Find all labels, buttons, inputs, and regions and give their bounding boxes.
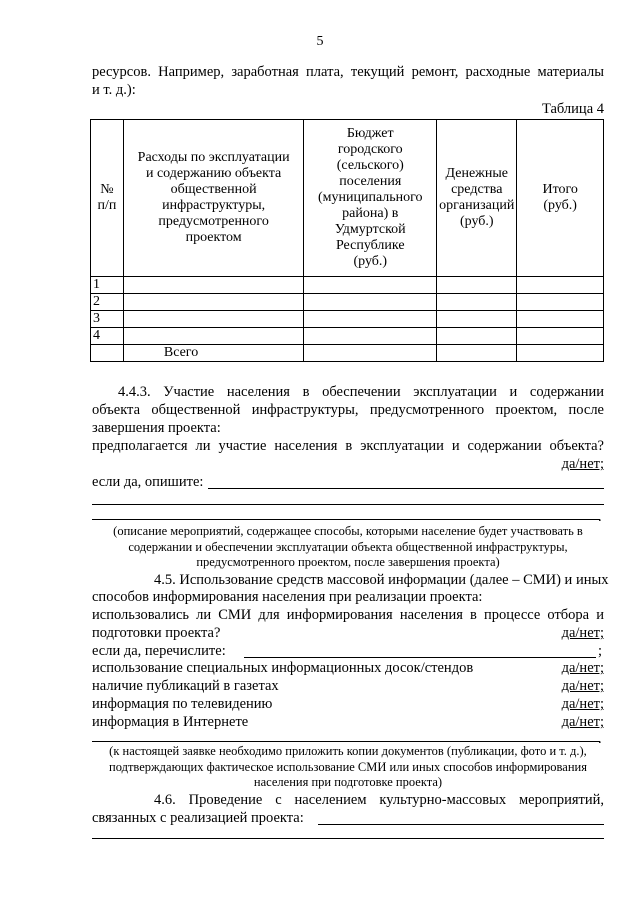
cell-org[interactable] [437, 277, 517, 294]
list-extra-field[interactable] [92, 741, 600, 742]
yesno-toggle[interactable]: да/нет; [561, 714, 604, 730]
header-budget: Бюджет городского (сельского) поселения (муниципального района) в Удмуртской Республике (руб.) [304, 120, 437, 277]
cell-total[interactable] [517, 277, 604, 294]
list-item: наличие публикаций в газетах да/нет; [92, 678, 604, 694]
cell-total-total[interactable] [517, 345, 604, 362]
s45-list-label: если да, перечислите: [92, 643, 226, 659]
s443-describe-label: если да, опишите: [92, 474, 204, 490]
cell-org[interactable] [437, 328, 517, 345]
table-row: 3 [91, 311, 604, 328]
s443-yesno[interactable]: да/нет; [561, 456, 604, 472]
table-total-row [91, 345, 604, 362]
intro-line-1: ресурсов. Например, заработная плата, текущий ремонт, расходные материалы [92, 64, 604, 80]
cell-expense[interactable] [123, 328, 303, 345]
s45-q1: использовались ли СМИ для информирования населения в процессе отбора и [92, 607, 604, 623]
header-org: Денежные средства организаций (руб.) [437, 120, 517, 277]
yesno-toggle[interactable]: да/нет; [561, 678, 604, 694]
list-item: информация по телевидению да/нет; [92, 696, 604, 712]
s45-note: (к настоящей заявке необходимо приложить копии документов (публикации, фото и т. д.), подтверждающих фактическое использование СМИ или иных способов информирования населения при подготовке проекта) [109, 744, 587, 789]
cell-budget[interactable] [304, 311, 437, 328]
s443-line-1: 4.4.3. Участие населения в обеспечении эксплуатации и содержании [118, 384, 604, 400]
describe-field-3[interactable] [92, 519, 600, 520]
yesno-toggle[interactable]: да/нет; [561, 660, 604, 676]
s46-line-1: 4.6. Проведение с населением культурно-массовых мероприятий, [154, 792, 604, 808]
describe-field[interactable] [208, 488, 604, 489]
cell-total[interactable] [517, 328, 604, 345]
header-expenses: Расходы по эксплуатации и содержанию объекта общественной инфраструктуры, предусмотренного проектом [123, 120, 303, 277]
table-header-row [91, 120, 604, 277]
table-row: 1 [91, 277, 604, 294]
dot: . [598, 731, 602, 747]
events-field[interactable] [318, 824, 604, 825]
header-total: Итого (руб.) [517, 120, 604, 277]
s443-line-3: завершения проекта: [92, 420, 221, 436]
dot: . [598, 509, 602, 525]
cell-org[interactable] [437, 294, 517, 311]
total-label: Всего [123, 345, 303, 362]
header-num: № п/п [91, 120, 124, 277]
describe-field-2[interactable] [92, 504, 604, 505]
yesno-toggle[interactable]: да/нет; [561, 696, 604, 712]
list-item: информация в Интернете да/нет; [92, 714, 604, 730]
cell-budget[interactable] [304, 277, 437, 294]
list-end: ; [598, 643, 603, 659]
s443-question: предполагается ли участие населения в эксплуатации и содержании объекта? [92, 438, 604, 454]
s46-line-2: связанных с реализацией проекта: [92, 810, 304, 826]
expenses-table [90, 119, 604, 362]
cell-org-total[interactable] [437, 345, 517, 362]
s443-line-2: объекта общественной инфраструктуры, предусмотренного проектом, после [92, 402, 604, 418]
cell-total[interactable] [517, 311, 604, 328]
table-caption: Таблица 4 [541, 101, 604, 117]
cell-budget[interactable] [304, 328, 437, 345]
yesno-toggle[interactable]: да/нет; [561, 625, 604, 641]
s45-line-1: 4.5. Использование средств массовой информации (далее – СМИ) и иных [154, 572, 609, 588]
cell-budget-total[interactable] [304, 345, 437, 362]
s45-line-2: способов информирования населения при реализации проекта: [92, 589, 483, 605]
s45-q2-row: подготовки проекта? да/нет; [92, 625, 604, 641]
page-number: 5 [316, 34, 324, 49]
cell-org[interactable] [437, 311, 517, 328]
cell-expense[interactable] [123, 311, 303, 328]
cell-total[interactable] [517, 294, 604, 311]
list-field[interactable] [244, 657, 596, 658]
s443-note: (описание мероприятий, содержащее способы, которыми население будет участвовать в содержании и обеспечении эксплуатации объекта общественной инфраструктуры, предусмотренного проектом, после завершения проекта) [113, 524, 583, 569]
cell-expense[interactable] [123, 294, 303, 311]
table-row: 2 [91, 294, 604, 311]
intro-line-2: и т. д.): [92, 82, 136, 98]
cell-expense[interactable] [123, 277, 303, 294]
list-item: использование специальных информационных досок/стендов да/нет; [92, 660, 604, 676]
table-row: 4 [91, 328, 604, 345]
events-field-2[interactable] [92, 838, 604, 839]
cell-budget[interactable] [304, 294, 437, 311]
